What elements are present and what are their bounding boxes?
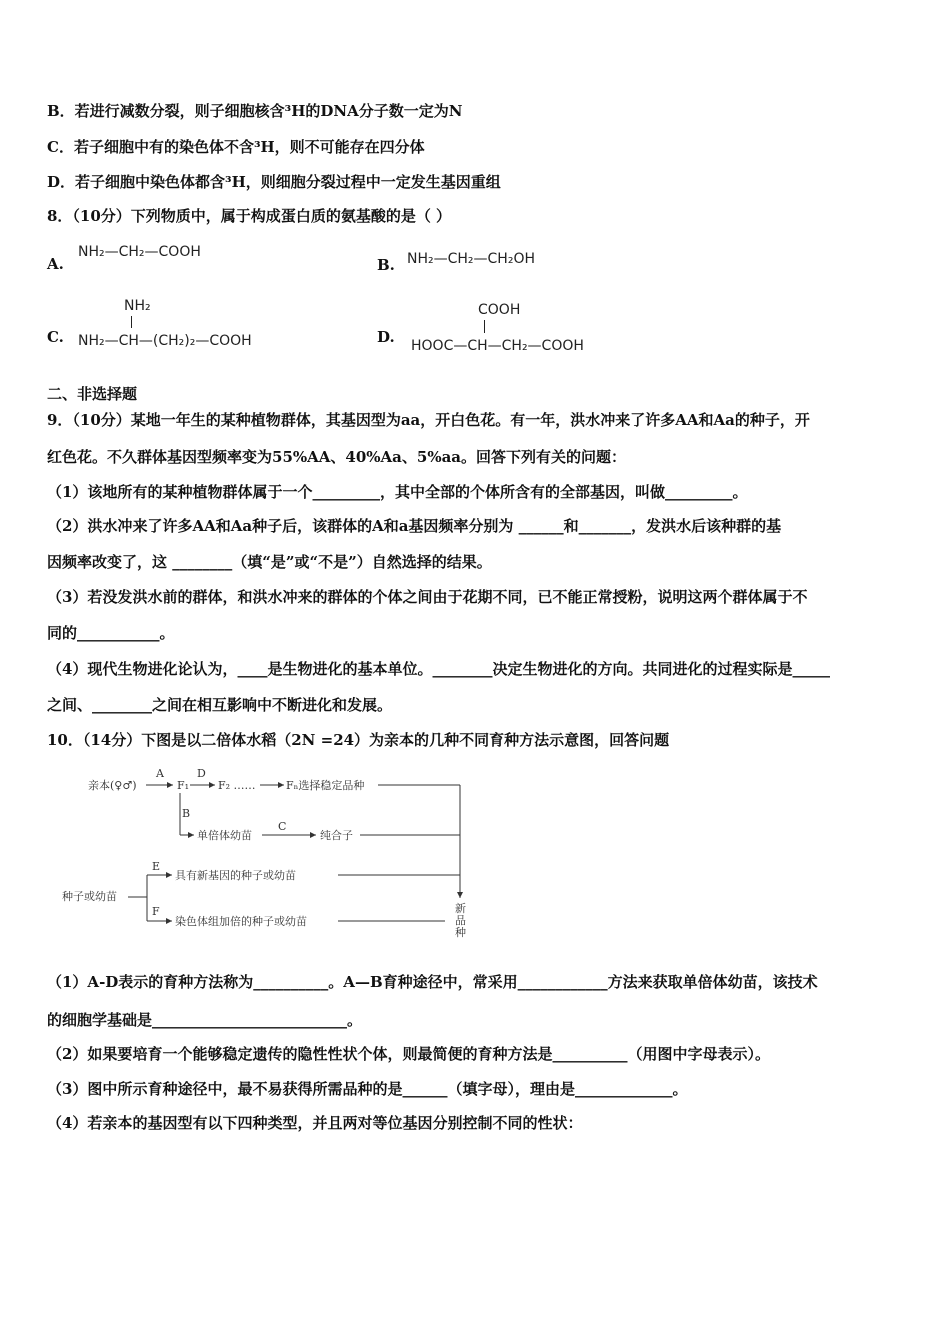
q10-stem: 10．（14分）下图是以二倍体水稻（2N =24）为亲本的几种不同育种方法示意图，回答问题 xyxy=(47,731,670,749)
diagram-pure: 纯合子 xyxy=(320,829,353,842)
q7-option-b: B．若进行减数分裂，则子细胞核含³H的DNA分子数一定为N xyxy=(47,102,463,120)
q9-line-4: （2）洪水冲来了许多AA和Aa种子后，该群体的A和a基因频率分别为 ______和_______，发洪水后该种群的基 xyxy=(47,517,782,535)
q10-line-3: （2）如果要培育一个能够稳定遗传的隐性性状个体，则最简便的育种方法是__________（用图中字母表示）。 xyxy=(47,1045,770,1063)
diagram-new-variety-text: 新 xyxy=(455,902,466,915)
diagram-label-a: A xyxy=(156,767,164,780)
q8-option-d-bond xyxy=(484,320,485,333)
q10-line-5: （4）若亲本的基因型有以下四种类型，并且两对等位基因分别控制不同的性状： xyxy=(47,1114,583,1132)
diagram-new-variety xyxy=(455,902,470,939)
q9-line-1: 9．（10分）某地一年生的某种植物群体，其基因型为aa，开白色花。有一年，洪水冲来了许多AA和Aa的种子，开 xyxy=(47,411,810,429)
q9-line-3: （1）该地所有的某种植物群体属于一个_________，其中全部的个体所含有的全部基因，叫做_________。 xyxy=(47,483,748,501)
diagram-label-e: E xyxy=(152,860,161,873)
q8-option-b-formula: NH₂—CH₂—CH₂OH xyxy=(407,251,535,267)
q9-line-2: 红色花。不久群体基因型频率变为55%AA、40%Aa、5%aa。回答下列有关的问题： xyxy=(47,448,627,466)
q8-option-c-formula: NH₂—CH—(CH₂)₂—COOH xyxy=(78,333,252,349)
q10-line-1: （1）A-D表示的育种方法称为__________。A—B育种途径中，常采用____________方法来获取单倍体幼苗，该技术 xyxy=(47,973,818,991)
q8-option-a-label: A. xyxy=(47,255,64,273)
diagram-parent: 亲本(♀♂) xyxy=(88,779,137,792)
diagram-f2: F₂ …… xyxy=(218,779,256,792)
q9-line-9: 之间、________之间在相互影响中不断进化和发展。 xyxy=(47,696,393,714)
q10-line-4: （3）图中所示育种途径中，最不易获得所需品种的是______（填字母），理由是_____________。 xyxy=(47,1080,688,1098)
q8-option-b-label: B. xyxy=(377,256,395,274)
q8-option-d-top: COOH xyxy=(478,302,521,318)
diagram-label-f: F xyxy=(152,905,160,918)
section-heading: 二、非选择题 xyxy=(47,385,138,403)
q9-line-8: （4）现代生物进化论认为，____是生物进化的基本单位。________决定生物进化的方向。共同进化的过程实际是_____ xyxy=(47,660,830,678)
q10-line-2: 的细胞学基础是__________________________。 xyxy=(47,1011,363,1029)
q9-line-7: 同的___________。 xyxy=(47,624,175,642)
q9-line-5: 因频率改变了，这 ________（填“是”或“不是”）自然选择的结果。 xyxy=(47,553,492,571)
q8-option-d-formula: HOOC—CH—CH₂—COOH xyxy=(411,338,584,354)
diagram-newgene: 具有新基因的种子或幼苗 xyxy=(175,869,296,882)
q7-option-d: D．若子细胞中染色体都含³H，则细胞分裂过程中一定发生基因重组 xyxy=(47,173,501,191)
diagram-new-variety-char: 品 xyxy=(455,914,466,927)
q8-option-c-bond xyxy=(131,316,132,328)
breeding-diagram xyxy=(60,760,480,950)
diagram-f1: F₁ xyxy=(177,779,190,792)
diagram-haploid: 单倍体幼苗 xyxy=(197,829,252,842)
diagram-label-c: C xyxy=(278,820,287,833)
q8-stem: 8．（10分）下列物质中，属于构成蛋白质的氨基酸的是（ ） xyxy=(47,207,452,225)
q8-option-c-top: NH₂ xyxy=(124,298,151,314)
q8-option-d-label: D. xyxy=(377,328,395,346)
diagram-doubled: 染色体组加倍的种子或幼苗 xyxy=(175,915,307,928)
diagram-new-variety-char: 种 xyxy=(455,926,466,939)
q8-option-c-label: C. xyxy=(47,328,64,346)
diagram-fn: Fₙ选择稳定品种 xyxy=(286,779,365,792)
q7-option-c: C．若子细胞中有的染色体不含³H，则不可能存在四分体 xyxy=(47,138,425,156)
diagram-label-b: B xyxy=(182,807,191,820)
diagram-label-d: D xyxy=(197,767,206,780)
q9-line-6: （3）若没发洪水前的群体，和洪水冲来的群体的个体之间由于花期不同，已不能正常授粉，说明这两个群体属于不 xyxy=(47,588,808,606)
q8-option-a-formula: NH₂—CH₂—COOH xyxy=(78,244,201,260)
diagram-seed: 种子或幼苗 xyxy=(62,890,117,903)
